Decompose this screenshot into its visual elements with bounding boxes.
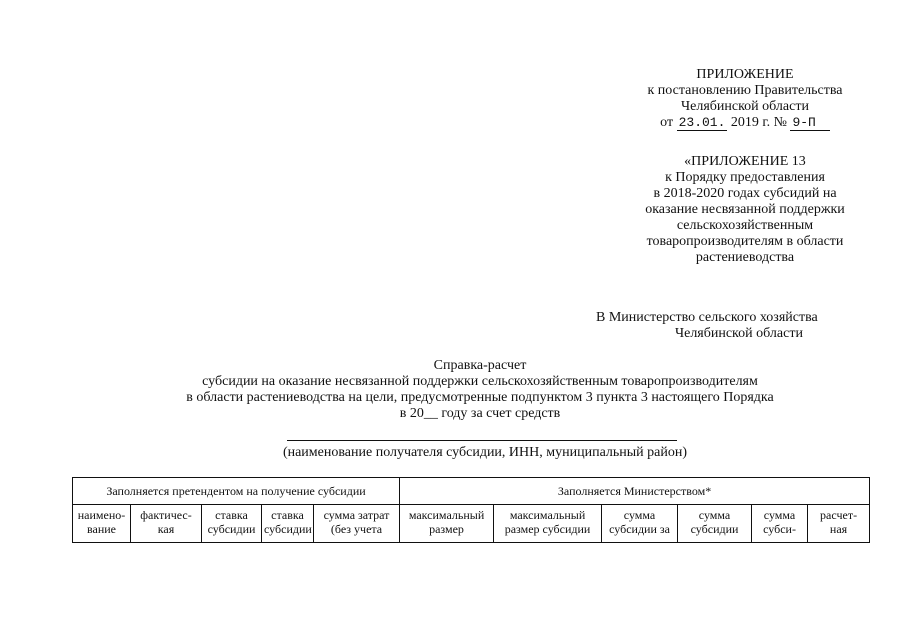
column-header-line: сумма затрат: [323, 508, 390, 522]
appendix13-line: растениеводства: [695, 250, 795, 265]
column-header: [400, 505, 494, 543]
column-header: [314, 505, 400, 543]
addressee-line: Челябинской области: [675, 326, 803, 341]
column-header-line: субсидии: [207, 522, 256, 536]
recipient-caption: (наименование получателя субсидии, ИНН, муниципальный район): [282, 445, 688, 460]
column-header-line: кая: [157, 522, 175, 536]
column-header-line: сумма: [698, 508, 731, 522]
year-text: 2019 г. №: [730, 115, 787, 130]
column-header-line: размер: [429, 522, 464, 536]
table-group-row: [73, 478, 870, 505]
appendix-line: Челябинской области: [681, 99, 809, 114]
column-header-line: субсидии: [264, 522, 312, 536]
title-line: Справка-расчет: [433, 358, 527, 373]
appendix13-line: сельскохозяйственным: [676, 218, 814, 233]
date-value: 23.01.: [678, 115, 726, 130]
addressee-line: В Министерство сельского хозяйства: [596, 310, 818, 325]
title-line: в области растениеводства на цели, предусмотренные подпунктом 3 пункта 3 настоящего Порядка: [186, 390, 774, 405]
appendix-line: к постановлению Правительства: [647, 83, 843, 98]
column-header-line: вание: [86, 522, 116, 536]
appendix-block: [600, 67, 890, 131]
column-header-line: фактичес-: [140, 508, 192, 522]
column-header-line: субси-: [763, 522, 796, 536]
column-header-line: максимальный: [408, 508, 485, 522]
column-header: [678, 505, 752, 543]
date-prefix: от: [660, 115, 674, 130]
document-title: [120, 358, 840, 422]
appendix13-line: оказание несвязанной поддержки: [645, 202, 845, 217]
document-number: 9-П: [790, 116, 829, 131]
column-header-line: расчет-: [820, 508, 858, 522]
table-header-row: [73, 505, 870, 543]
title-line: субсидии на оказание несвязанной поддержки сельскохозяйственным товаропроизводителям: [202, 374, 758, 389]
column-header: [73, 505, 131, 543]
column-header-line: ставка: [215, 508, 248, 522]
column-header-line: ставка: [271, 508, 304, 522]
column-header: [494, 505, 602, 543]
appendix13-line: «ПРИЛОЖЕНИЕ 13: [684, 154, 806, 169]
column-header: [262, 505, 314, 543]
appendix-date-line: [600, 115, 890, 131]
column-header-line: наимено-: [77, 508, 126, 522]
appendix13-line: товаропроизводителям в области: [646, 234, 844, 249]
column-header: [808, 505, 870, 543]
column-header: [602, 505, 678, 543]
column-header-line: максимальный: [509, 508, 586, 522]
column-header-line: (без учета: [330, 522, 383, 536]
column-header: [131, 505, 202, 543]
column-header-line: ная: [829, 522, 848, 536]
column-header-line: сумма: [623, 508, 656, 522]
appendix13-line: к Порядку предоставления: [665, 170, 825, 185]
appendix13-block: [600, 154, 890, 266]
group-header-applicant: Заполняется претендентом на получение субсидии: [73, 478, 400, 505]
column-header: [202, 505, 262, 543]
column-header-line: сумма: [763, 508, 796, 522]
group-header-ministry: Заполняется Министерством*: [400, 478, 870, 505]
column-header-line: субсидии: [690, 522, 739, 536]
title-line: в 20__ году за счет средств: [399, 406, 561, 421]
column-header-line: субсидии за: [609, 522, 670, 536]
column-header-line: размер субсидии: [504, 522, 591, 536]
recipient-fill-line: [287, 440, 677, 441]
column-header: [752, 505, 808, 543]
appendix13-line: в 2018-2020 годах субсидий на: [653, 186, 837, 201]
appendix-title: ПРИЛОЖЕНИЕ: [696, 67, 794, 82]
addressee-block: [590, 310, 870, 342]
subsidy-table: [72, 477, 870, 543]
